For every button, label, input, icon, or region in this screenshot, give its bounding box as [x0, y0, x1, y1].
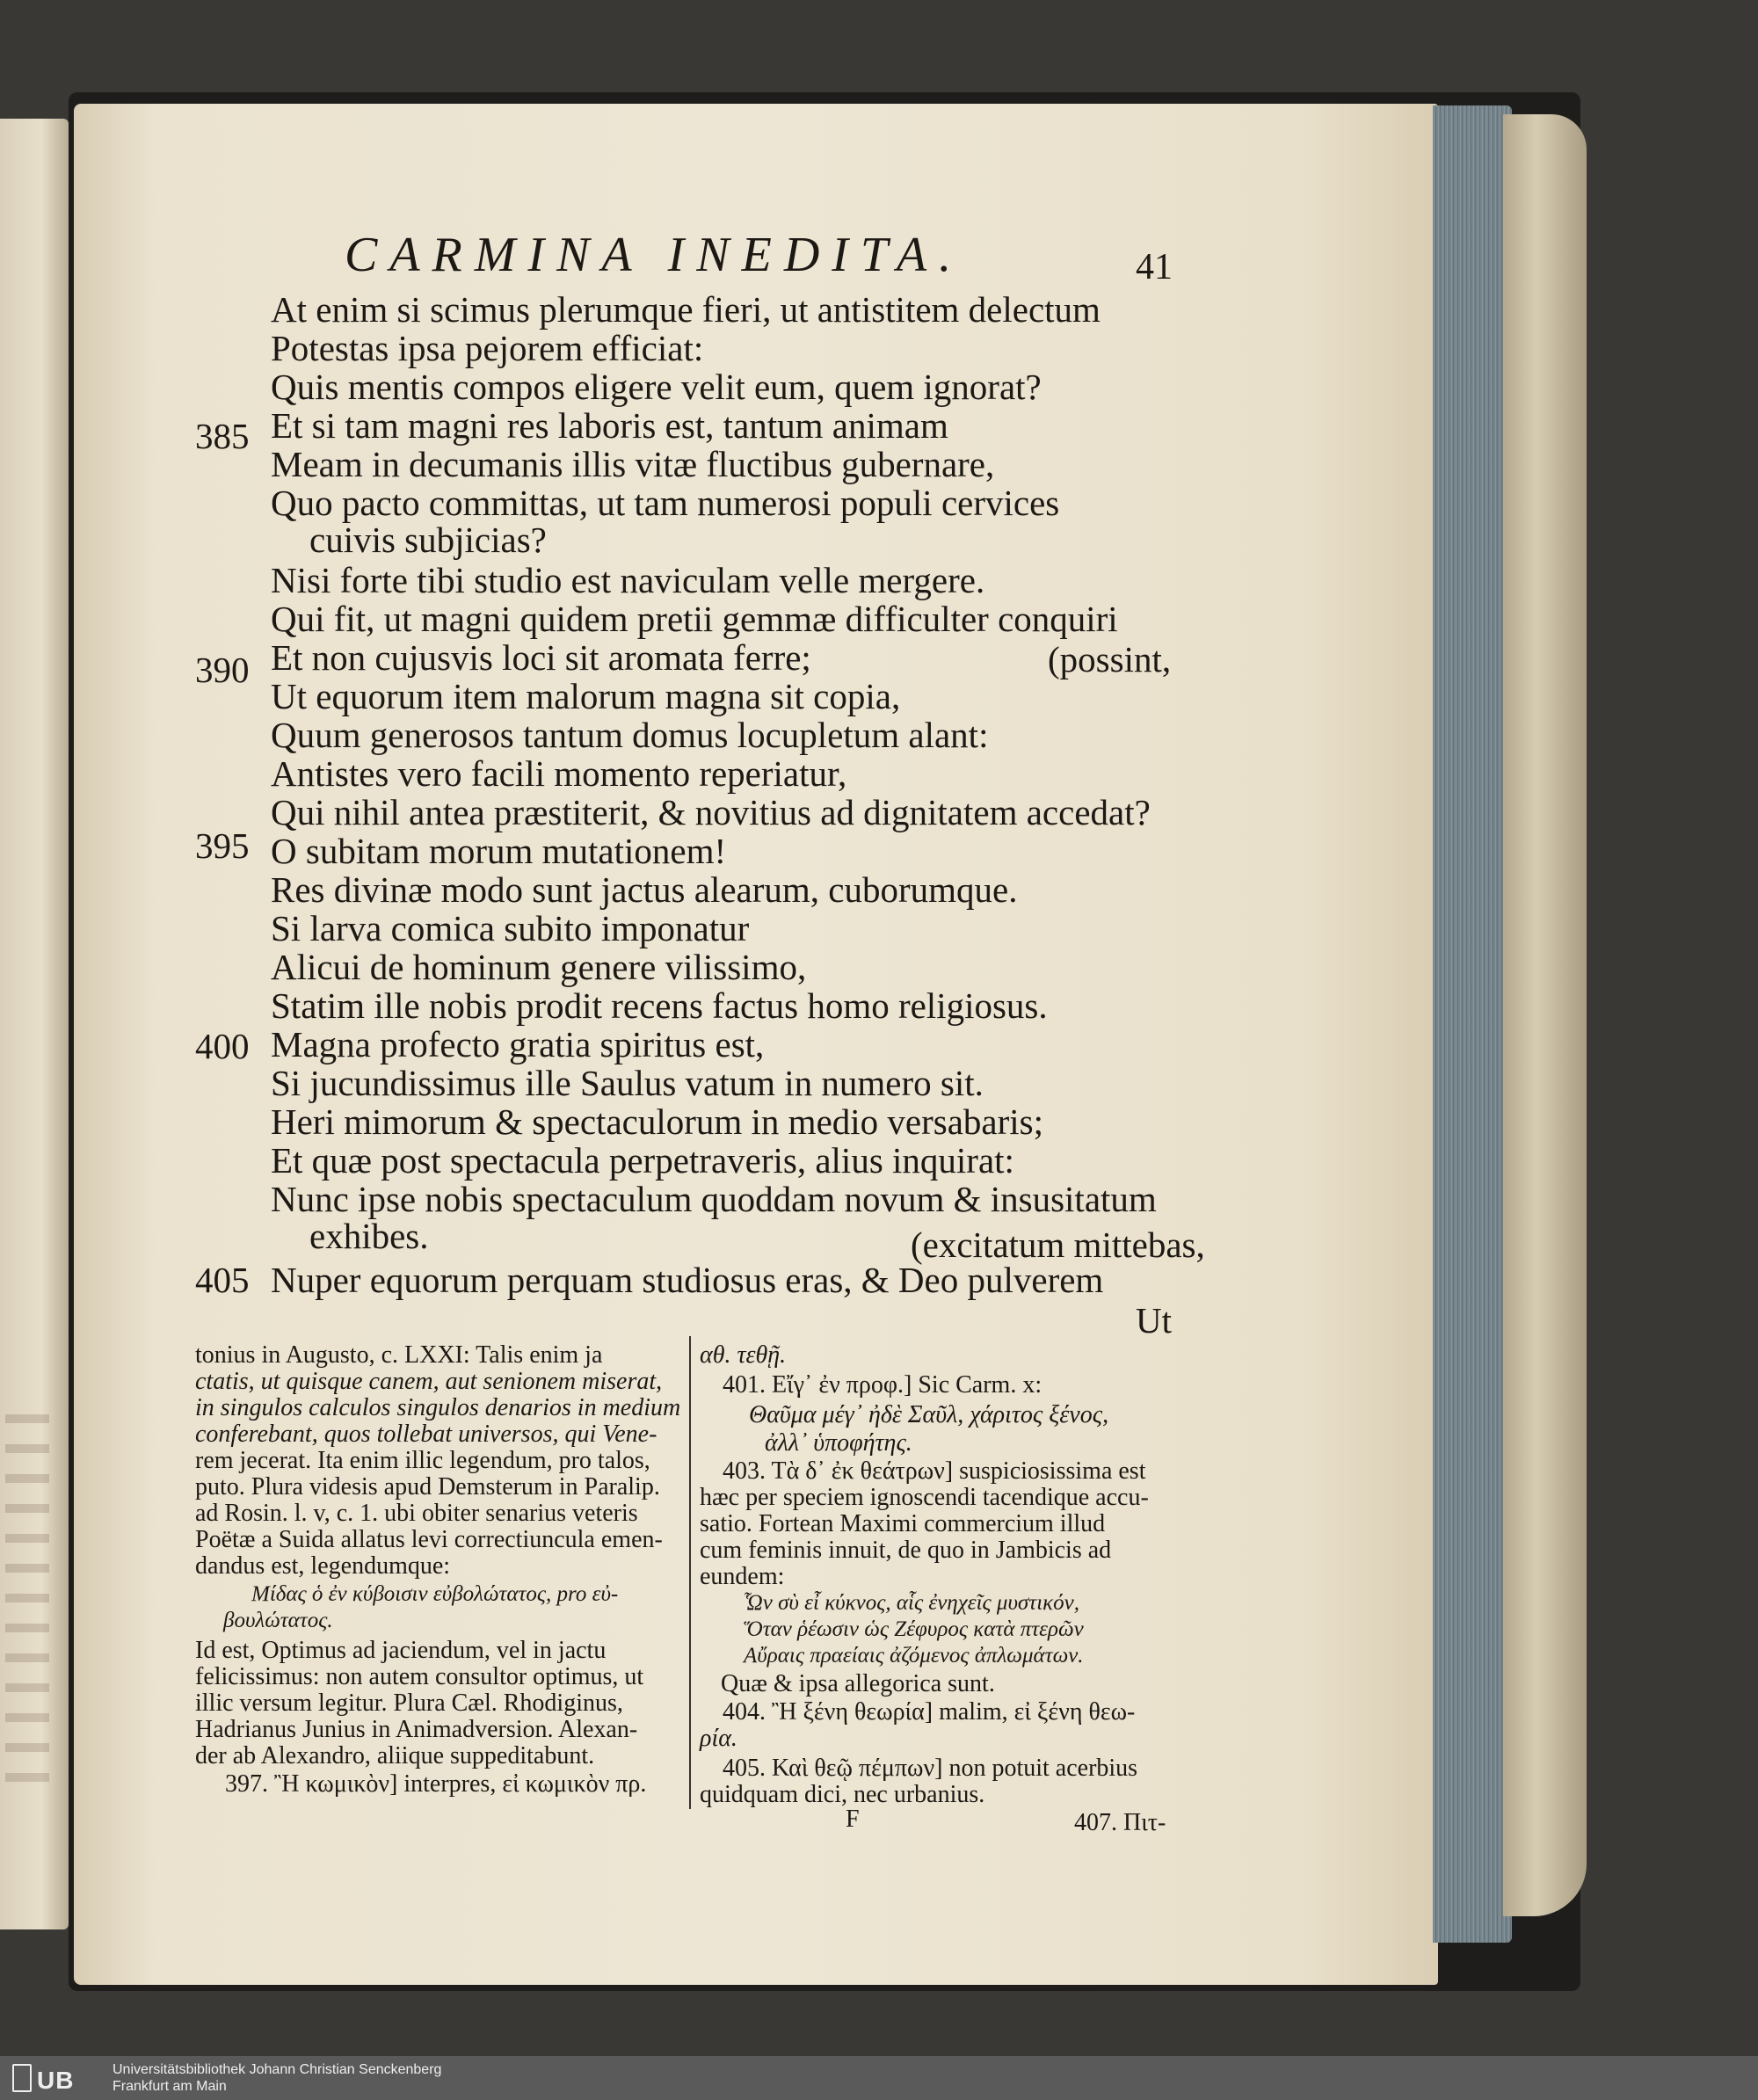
note-line-left: illic versum legitur. Plura Cæl. Rhodiginus,: [195, 1689, 623, 1717]
page-number: 41: [1136, 247, 1173, 287]
note-line-left: conferebant, quos tollebat universos, qui Vene-: [195, 1421, 657, 1448]
footer-catchword: 407. Πιτ-: [1074, 1809, 1166, 1836]
verse-line: Ut equorum item malorum magna sit copia,: [271, 676, 901, 716]
note-line-left: rem jecerat. Ita enim illic legendum, pro talos,: [195, 1447, 650, 1474]
verse-line: Et si tam magni res laboris est, tantum animam: [271, 405, 948, 446]
page-block-edge: [1433, 105, 1512, 1943]
note-line-right: quidquam dici, nec urbanius.: [700, 1781, 985, 1808]
note-line-left: ctatis, ut quisque canem, aut senionem miserat,: [195, 1368, 663, 1395]
note-line-right: hæc per speciem ignoscendi tacendique accu-: [700, 1484, 1149, 1511]
verse-line: O subitam morum mutationem!: [271, 831, 727, 871]
verse-line: Quis mentis compos eligere velit eum, quem ignorat?: [271, 367, 1042, 407]
catchword: Ut: [1136, 1300, 1172, 1341]
verse-line: Alicui de hominum genere vilissimo,: [271, 947, 807, 987]
note-line-left-greek: Μίδας ὁ ἐν κύβοισιν εὐβολώτατος, pro εὐ-: [251, 1582, 619, 1606]
column-rule: [689, 1336, 691, 1809]
footer-text: [113, 2061, 441, 2095]
verse-line: Et quæ post spectacula perpetraveris, alius inquirat:: [271, 1140, 1014, 1181]
note-line-left: dandus est, legendumque:: [195, 1552, 451, 1580]
verse-line: Magna profecto gratia spiritus est,: [271, 1024, 765, 1065]
library-footer: [0, 2056, 1758, 2100]
line-number: 385: [195, 416, 250, 456]
note-line-left: puto. Plura videsis apud Demsterum in Paralip.: [195, 1473, 660, 1501]
verse-line: Nunc ipse nobis spectaculum quoddam novum & insusitatum: [271, 1179, 1157, 1219]
note-line-right: cum feminis innuit, de quo in Jambicis ad: [700, 1537, 1112, 1564]
note-line-right: 401. Εἴγ᾽ ἐν προφ.] Sic Carm. x:: [723, 1371, 1042, 1399]
ub-logo: [12, 2064, 74, 2092]
verse-line: Antistes vero facili momento reperiatur,: [271, 753, 847, 794]
facing-page-edge: [0, 119, 69, 1929]
note-line-right: Quæ & ipsa allegorica sunt.: [721, 1670, 995, 1697]
note-line-right: satio. Fortean Maximi commercium illud: [700, 1510, 1106, 1537]
verse-line: Si larva comica subito imponatur: [271, 908, 750, 948]
line-number: 405: [195, 1260, 250, 1300]
note-line-right-greek: Ὧν σὺ εἶ κύκνος, αἷς ἐνηχεῖς μυστικόν,: [744, 1591, 1079, 1615]
verse-line: Heri mimorum & spectaculorum in medio versabaris;: [271, 1101, 1043, 1142]
verse-line: Res divinæ modo sunt jactus alearum, cuborumque.: [271, 869, 1018, 910]
note-line-right: αθ. τεθῇ.: [700, 1341, 787, 1369]
note-line-left-greek: βουλώτατος.: [223, 1609, 333, 1632]
verse-line: Si jucundissimus ille Saulus vatum in numero sit.: [271, 1063, 984, 1103]
note-line-right: ρία.: [700, 1725, 737, 1752]
note-line-right: 404. Ἢ ξένη θεωρία] malim, εἰ ξένη θεω-: [723, 1698, 1136, 1726]
line-number: 390: [195, 650, 250, 690]
note-line-left: in singulos calculos singulos denarios in medium: [195, 1394, 681, 1421]
note-line-right-greek: Θαῦμα μέγ᾽ ἠδὲ Σαῦλ, χάριτος ξένος,: [749, 1401, 1109, 1428]
verse-line: Meam in decumanis illis vitæ fluctibus gubernare,: [271, 444, 995, 484]
verse-line: Potestas ipsa pejorem efficiat:: [271, 328, 704, 368]
note-line-left: der ab Alexandro, aliique suppeditabunt.: [195, 1742, 595, 1769]
note-line-right: 405. Καὶ θεῷ πέμπων] non potuit acerbius: [723, 1755, 1138, 1782]
note-line-right-greek: Ὅταν ῥέωσιν ὡς Ζέφυρος κατὰ πτερῶν: [744, 1617, 1084, 1641]
verse-line: Nuper equorum perquam studiosus eras, & Deo pulverem: [271, 1260, 1104, 1300]
note-line-right-greek: Αὔραις πραείαις ἀζόμενος ἀπλωμάτων.: [744, 1644, 1084, 1668]
verse-line: Qui fit, ut magni quidem pretii gemmæ difficulter conquiri: [271, 599, 1118, 639]
verse-line: Quo pacto committas, ut tam numerosi populi cervices: [271, 483, 1060, 523]
note-line-left: ad Rosin. l. v, c. 1. ubi obiter senarius veteris: [195, 1500, 638, 1527]
signature-mark: F: [846, 1806, 860, 1833]
facing-page-fragments: [5, 1393, 58, 1803]
verse-line: Qui nihil antea præstiterit, & novitius ad dignitatem accedat?: [271, 792, 1151, 832]
note-line-left: Hadrianus Junius in Animadversion. Alexan-: [195, 1716, 638, 1743]
note-line-left: felicissimus: non autem consultor optimus, ut: [195, 1663, 644, 1690]
footer-line-1: Universitätsbibliothek Johann Christian Senckenberg: [113, 2062, 442, 2077]
verse-line: exhibes.: [309, 1216, 429, 1256]
line-number: 400: [195, 1026, 250, 1066]
verse-line: Et non cujusvis loci sit aromata ferre;: [271, 637, 811, 678]
verse-line: Quum generosos tantum domus locupletum alant:: [271, 715, 989, 755]
note-line-right-greek: ἀλλ᾽ ὑποφήτης.: [765, 1429, 912, 1457]
note-line-right: 403. Τὰ δ᾽ ἐκ θεάτρων] suspiciosissima est: [723, 1457, 1146, 1485]
line-number: 395: [195, 825, 250, 866]
running-head: CARMINA INEDITA.: [345, 228, 964, 282]
verse-line-overflow: (excitatum mittebas,: [911, 1224, 1205, 1265]
note-line-left: 397. Ἢ κωμικὸν] interpres, εἰ κωμικὸν πρ.: [225, 1770, 647, 1798]
note-line-left: Id est, Optimus ad jaciendum, vel in jactu: [195, 1637, 607, 1664]
verse-line: Statim ille nobis prodit recens factus homo religiosus.: [271, 985, 1048, 1026]
note-line-left: Poëtæ a Suida allatus levi correctiuncula emen-: [195, 1526, 663, 1553]
verse-line: At enim si scimus plerumque fieri, ut antistitem delectum: [271, 289, 1101, 330]
note-line-right: eundem:: [700, 1563, 785, 1590]
verse-line-overflow: (possint,: [1048, 639, 1172, 679]
ub-logo-text: UB: [37, 2067, 75, 2094]
verse-line: Nisi forte tibi studio est naviculam velle mergere.: [271, 560, 985, 600]
note-line-left: tonius in Augusto, c. LXXI: Talis enim ja: [195, 1341, 603, 1369]
book-cover-edge: [1503, 114, 1587, 1916]
verse-line: cuivis subjicias?: [309, 520, 547, 560]
footer-line-2: Frankfurt am Main: [113, 2079, 227, 2094]
